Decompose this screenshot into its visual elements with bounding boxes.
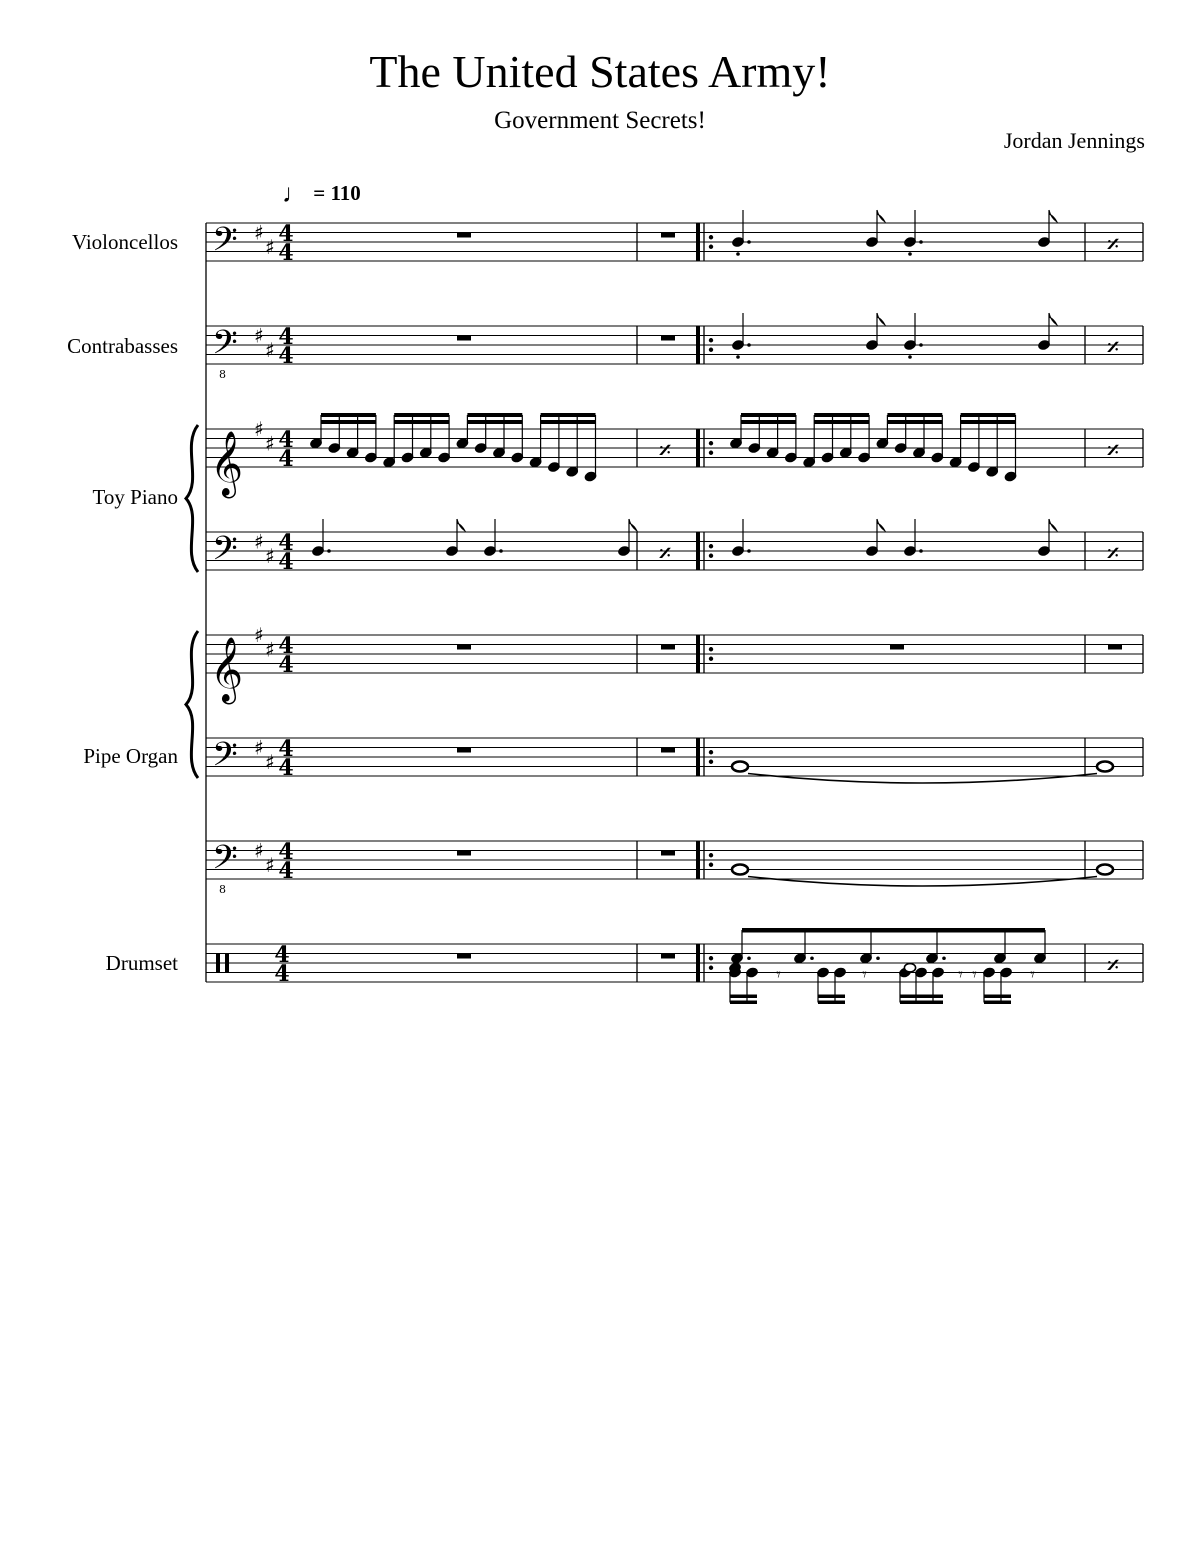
measure-repeat-icon: 𝄎 (658, 539, 672, 570)
note-dot (736, 355, 740, 359)
time-signature-top: 4 (278, 324, 294, 350)
whole-note-icon (1097, 865, 1113, 875)
score-subtitle: Government Secrets! (494, 107, 706, 134)
measure-repeat-icon: 𝄎 (1106, 230, 1120, 261)
brace-icon (186, 425, 198, 572)
whole-note-icon (732, 865, 748, 875)
key-sharp-icon: ♯ (254, 417, 264, 441)
bass-clef-icon: 𝄢 (212, 736, 238, 783)
note-flag (877, 313, 885, 325)
note-dot (810, 956, 814, 960)
repeat-dot (709, 441, 713, 445)
beam (467, 413, 522, 417)
beam (394, 413, 449, 417)
staff-system (186, 210, 1143, 1004)
eighth-rest-icon: 𝄾 (958, 964, 963, 986)
whole-rest-icon (661, 748, 675, 753)
whole-rest-icon (457, 954, 471, 959)
eighth-rest-icon: 𝄾 (776, 964, 781, 986)
note-dot (747, 956, 751, 960)
beam (818, 1001, 845, 1005)
beam (900, 1001, 943, 1005)
repeat-dot (709, 647, 713, 651)
composer: Jordan Jennings (1003, 128, 1145, 153)
key-sharp-icon: ♯ (265, 852, 275, 877)
time-signature-top: 4 (278, 427, 294, 453)
score-title: The United States Army! (369, 46, 831, 97)
repeat-dot (709, 235, 713, 239)
key-sharp-icon: ♯ (254, 838, 264, 863)
time-signature-bottom: 4 (278, 755, 294, 781)
time-signature-bottom: 4 (278, 652, 294, 678)
instrument-label-contrabasses: Contrabasses (67, 334, 178, 358)
key-sharp-icon: ♯ (265, 234, 275, 259)
repeat-dot (709, 853, 713, 857)
brace-icon (186, 631, 198, 778)
key-sharp-icon: ♯ (265, 749, 275, 774)
note-flag (629, 519, 637, 531)
note-dot (499, 549, 503, 553)
whole-rest-icon (457, 233, 471, 238)
note-dot (747, 240, 751, 244)
repeat-dot (709, 544, 713, 548)
time-signature-top: 4 (278, 839, 294, 865)
time-signature-bottom: 4 (274, 961, 290, 987)
repeat-dot (709, 966, 713, 970)
instrument-label-pipe-organ: Pipe Organ (83, 744, 178, 768)
note-flag (1049, 313, 1057, 325)
whole-rest-icon (661, 954, 675, 959)
key-sharp-icon: ♯ (265, 543, 275, 568)
time-signature-bottom: 4 (278, 549, 294, 575)
time-signature-top: 4 (278, 736, 294, 762)
whole-rest-icon (1108, 645, 1122, 650)
note-dot (919, 240, 923, 244)
beam (730, 995, 757, 999)
bass-clef-icon: 𝄢 (212, 530, 238, 577)
tie (748, 774, 1097, 784)
beam (541, 420, 596, 424)
beam (887, 420, 942, 424)
treble-clef-icon: 𝄞 (210, 637, 244, 703)
beam (730, 1001, 757, 1005)
beam (814, 413, 869, 417)
whole-note-icon (732, 762, 748, 772)
note-dot (919, 343, 923, 347)
note-dot (747, 343, 751, 347)
repeat-dot (709, 554, 713, 558)
key-sharp-icon: ♯ (254, 323, 264, 348)
repeat-dot (709, 760, 713, 764)
beam (961, 420, 1016, 424)
whole-rest-icon (457, 336, 471, 341)
note-flag (457, 519, 465, 531)
treble-clef-icon: 𝄞 (210, 431, 244, 497)
time-signature-top: 4 (278, 221, 294, 247)
time-signature-bottom: 4 (278, 343, 294, 369)
beam (541, 413, 596, 417)
instrument-label-toy-piano: Toy Piano (92, 485, 178, 509)
beam (961, 413, 1016, 417)
beam (887, 413, 942, 417)
measure-repeat-icon: 𝄎 (1106, 539, 1120, 570)
note-flag (1049, 519, 1057, 531)
key-sharp-icon: ♯ (254, 735, 264, 760)
quarter-note-icon: ♩ (282, 179, 308, 208)
beam (742, 928, 1045, 933)
key-sharp-icon: ♯ (265, 637, 275, 662)
note-dot (919, 549, 923, 553)
key-sharp-icon: ♯ (254, 529, 264, 554)
eighth-rest-icon: 𝄾 (862, 964, 867, 986)
beam (741, 420, 796, 424)
beam (900, 995, 943, 999)
beam (984, 995, 1011, 999)
repeat-dot (709, 338, 713, 342)
note-flag (877, 519, 885, 531)
tie (748, 877, 1097, 887)
bass-clef-icon: 𝄢 (212, 839, 238, 886)
instrument-label-violoncellos: Violoncellos (71, 230, 178, 254)
bass-clef-icon: 𝄢 (212, 221, 238, 268)
key-sharp-icon: ♯ (265, 337, 275, 362)
measure-repeat-icon: 𝄎 (1106, 951, 1120, 982)
percussion-clef-icon (216, 954, 220, 973)
note-dot (908, 355, 912, 359)
bass-clef-icon: 𝄢 (212, 324, 238, 371)
note-flag (1049, 210, 1057, 222)
note-dot (876, 956, 880, 960)
repeat-dot (709, 348, 713, 352)
whole-rest-icon (457, 748, 471, 753)
key-sharp-icon: ♯ (254, 623, 264, 647)
whole-rest-icon (661, 645, 675, 650)
note-dot (942, 956, 946, 960)
measure-repeat-icon: 𝄎 (658, 436, 672, 467)
beam (467, 420, 522, 424)
key-sharp-icon: ♯ (265, 431, 275, 456)
beam (741, 413, 796, 417)
note-dot (908, 252, 912, 256)
whole-note-icon (1097, 762, 1113, 772)
time-signature-bottom: 4 (278, 446, 294, 472)
beam (984, 1001, 1011, 1005)
beam (814, 420, 869, 424)
time-signature-top: 4 (274, 942, 290, 968)
repeat-dot (709, 245, 713, 249)
repeat-dot (709, 657, 713, 661)
whole-rest-icon (457, 645, 471, 650)
whole-rest-icon (457, 851, 471, 856)
eighth-rest-icon: 𝄾 (972, 964, 977, 986)
time-signature-bottom: 4 (278, 858, 294, 884)
repeat-dot (709, 750, 713, 754)
repeat-dot (709, 451, 713, 455)
time-signature-bottom: 4 (278, 240, 294, 266)
percussion-clef-icon (225, 954, 229, 973)
beam (321, 413, 376, 417)
whole-rest-icon (661, 336, 675, 341)
measure-repeat-icon: 𝄎 (1106, 333, 1120, 364)
repeat-dot (709, 863, 713, 867)
beam (818, 995, 845, 999)
note-flag (877, 210, 885, 222)
note-head-open (904, 964, 915, 972)
octave-mark: 8 (219, 368, 226, 381)
instrument-label-drumset: Drumset (105, 951, 178, 975)
beam (321, 420, 376, 424)
time-signature-top: 4 (278, 530, 294, 556)
time-signature-top: 4 (278, 633, 294, 659)
repeat-dot (709, 956, 713, 960)
whole-rest-icon (890, 645, 904, 650)
note-dot (736, 252, 740, 256)
octave-mark: 8 (219, 883, 226, 896)
note-dot (327, 549, 331, 553)
tempo-value: = 110 (313, 181, 361, 205)
whole-rest-icon (661, 233, 675, 238)
measure-repeat-icon: 𝄎 (1106, 436, 1120, 467)
whole-rest-icon (661, 851, 675, 856)
beam (394, 420, 449, 424)
key-sharp-icon: ♯ (254, 220, 264, 245)
eighth-rest-icon: 𝄾 (1030, 964, 1035, 986)
note-dot (747, 549, 751, 553)
